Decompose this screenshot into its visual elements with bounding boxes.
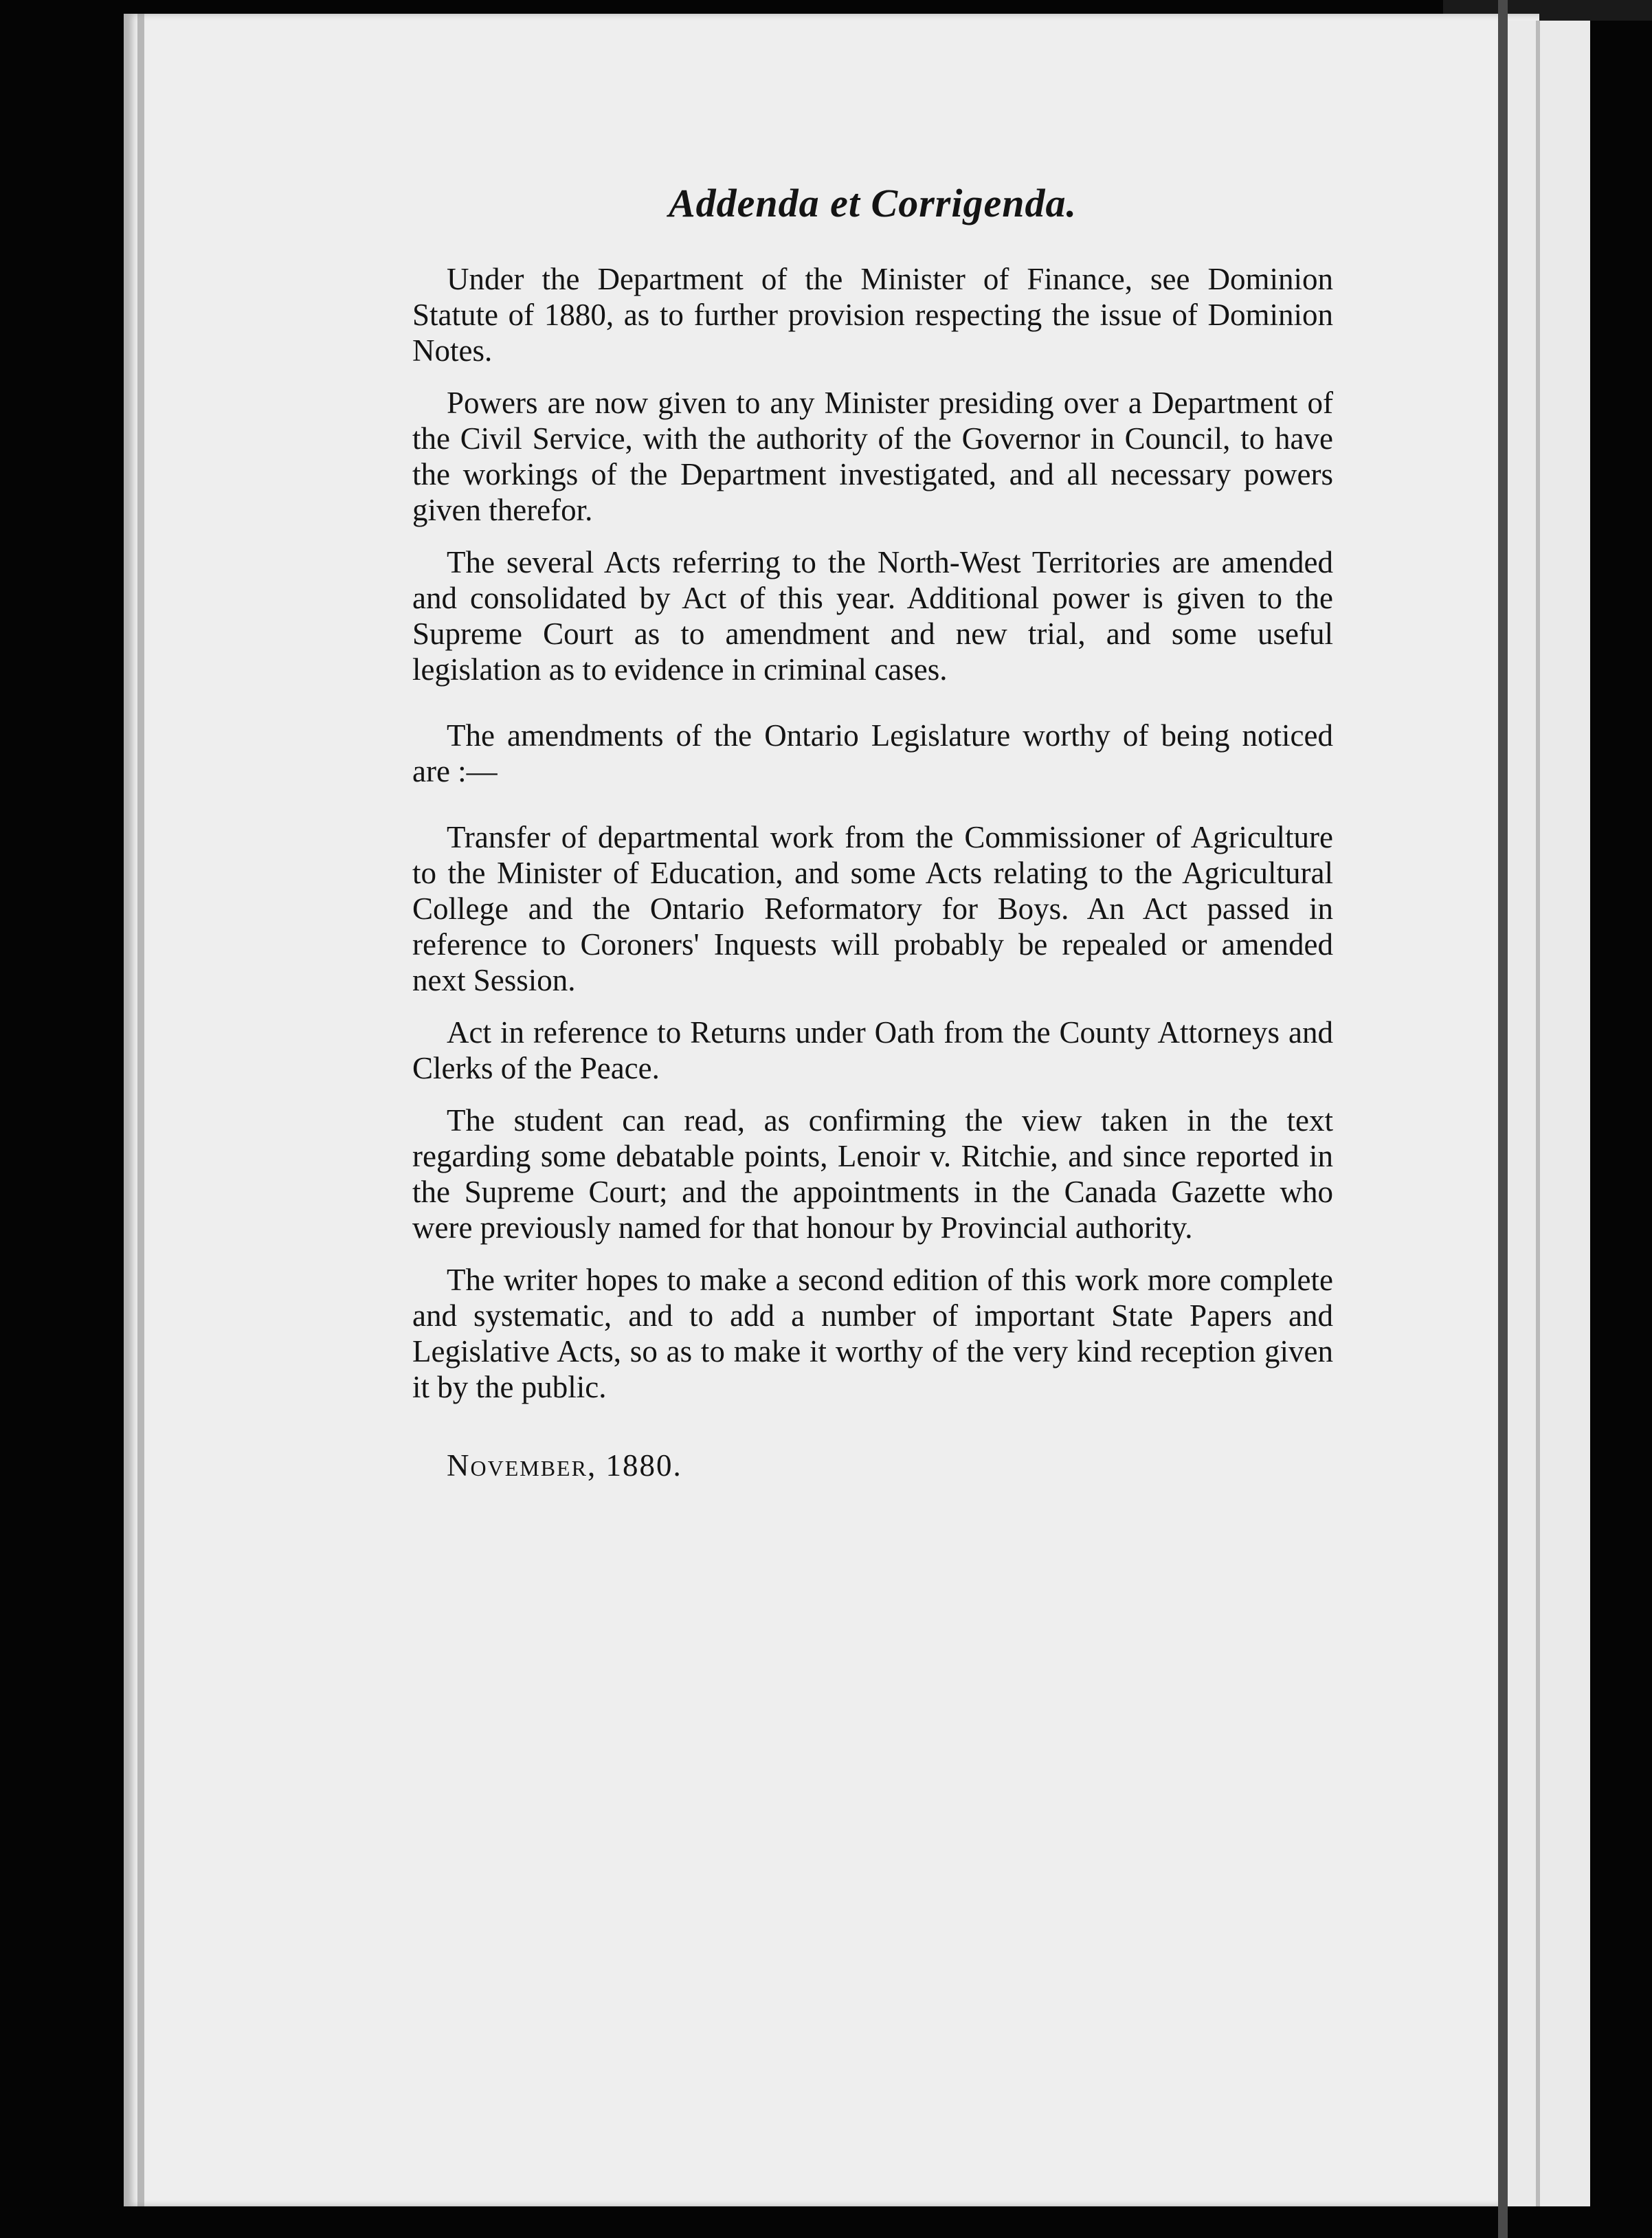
paragraph-ontario-intro: The amendments of the Ontario Legislature worthy of being noticed are :— [412, 718, 1333, 788]
paragraph-north-west: The several Acts referring to the North-West Territories are amended and consolidated by Act of this year. Additional power is given to the Supreme Court as to amendment and new trial, and some useful legislation as to evidence in criminal cases. [412, 545, 1333, 687]
book-gutter [1498, 0, 1508, 2238]
paragraph-second-edition: The writer hopes to make a second edition of this work more complete and systematic, and to add a number of important State Papers and Legislative Acts, so as to make it worthy of the very kind reception given it by the public. [412, 1263, 1333, 1404]
page-title: Addenda et Corrigenda. [669, 181, 1077, 225]
paragraph-student: The student can read, as confirming the view taken in the text regarding some debatable points, Lenoir v. Ritchie, and since reported in the Supreme Court; and the appointments in the Canada Gazette who were previously named for that honour by Provincial authority. [412, 1103, 1333, 1245]
paragraph-transfer: Transfer of departmental work from the Commissioner of Agriculture to the Minister of Education, and some Acts relating to the Agricultural College and the Ontario Reformatory for Boys. An Act passed in reference to Coroners' Inquests will probably be repealed or amended next Session. [412, 820, 1333, 997]
page-text [412, 181, 1333, 1483]
facing-page-edge [1508, 21, 1590, 2206]
page-edge-shadow [137, 14, 144, 2206]
paragraph-finance: Under the Department of the Minister of Finance, see Dominion Statute of 1880, as to further provision respecting the issue of Dominion Notes. [412, 262, 1333, 368]
date-line: November, 1880. [447, 1448, 682, 1483]
facing-page-fold [1536, 21, 1540, 2206]
paragraph-returns: Act in reference to Returns under Oath from the County Attorneys and Clerks of the Peace. [412, 1015, 1333, 1085]
paragraph-civil-service: Powers are now given to any Minister presiding over a Department of the Civil Service, with the authority of the Governor in Council, to have the workings of the Department investigated, and all necessary powers given therefor. [412, 386, 1333, 527]
